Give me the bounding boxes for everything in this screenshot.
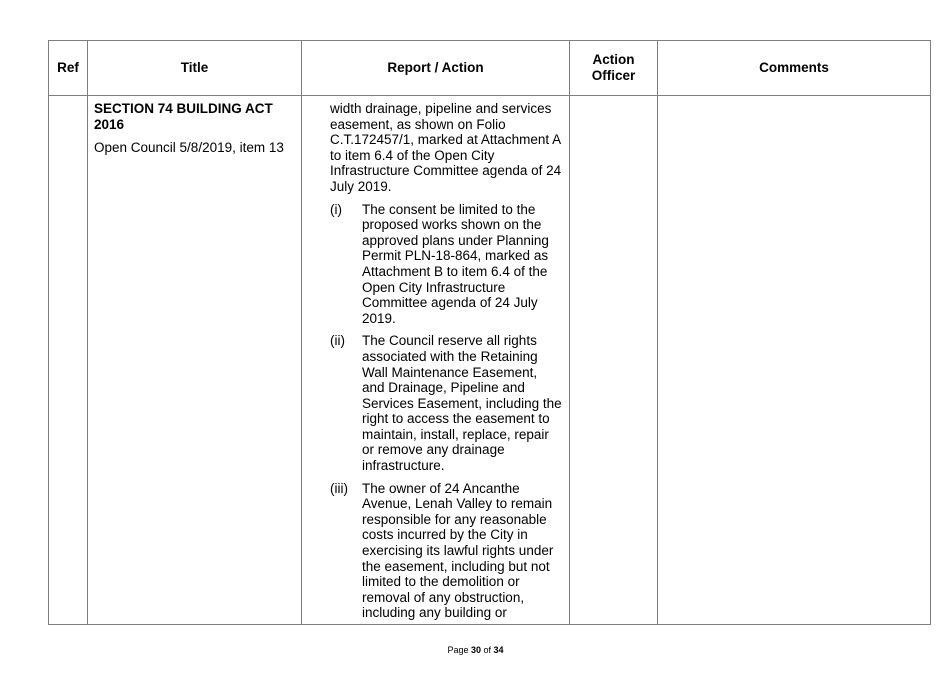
cell-title bbox=[88, 96, 302, 625]
clause-item bbox=[330, 333, 563, 473]
header-action-officer bbox=[570, 41, 658, 96]
page-total: 34 bbox=[493, 645, 504, 655]
table-header-row bbox=[49, 41, 931, 96]
clause-item bbox=[330, 202, 563, 327]
cell-comments bbox=[658, 96, 931, 625]
clause-number: (i) bbox=[330, 201, 342, 217]
page-footer bbox=[0, 645, 951, 656]
clause-item bbox=[330, 481, 563, 621]
table-row bbox=[49, 96, 931, 625]
clause-text: The Council reserve all rights associated with the Retaining Wall Maintenance Easement, and Drainage, Pipeline and Services Easement, including the right to access the easement to maintain, install, replace, repair or remove any drainage infrastructure. bbox=[362, 333, 562, 474]
meeting-reference: Open Council 5/8/2019, item 13 bbox=[94, 140, 284, 155]
cell-ref bbox=[49, 96, 88, 625]
header-report-action: Report / Action bbox=[302, 41, 570, 96]
report-intro-text: width drainage, pipeline and services easement, as shown on Folio C.T.172457/1, marked at Attachment A to item 6.4 of the Open City Infrastructure Committee agenda of 24 July 2019. bbox=[330, 101, 562, 194]
clause-number: (ii) bbox=[330, 333, 345, 349]
clause-text: The owner of 24 Ancanthe Avenue, Lenah Valley to remain responsible for any reasonable costs incurred by the City in exercising its lawful rights under the easement, including but not limited to the demolition or removal of any obstruction, including any building or bbox=[362, 480, 554, 621]
header-title: Title bbox=[88, 41, 302, 96]
clause-text: The consent be limited to the proposed works shown on the approved plans under Planning Permit PLN-18-864, marked as Attachment B to item 6.4 of the Open City Infrastructure Committee agenda of 24 July 2019. bbox=[362, 201, 549, 326]
minutes-table bbox=[48, 40, 931, 625]
page-label: Page bbox=[447, 645, 469, 655]
cell-report-action bbox=[302, 96, 570, 625]
page-of-label: of bbox=[483, 645, 492, 655]
cell-action-officer bbox=[570, 96, 658, 625]
header-comments: Comments bbox=[658, 41, 931, 96]
page-number: 30 bbox=[470, 645, 481, 655]
header-action-officer-line1: Action bbox=[592, 52, 635, 67]
header-ref: Ref bbox=[49, 41, 88, 96]
section-heading bbox=[94, 101, 295, 133]
clause-number: (iii) bbox=[330, 480, 348, 496]
section-heading-line1: SECTION 74 BUILDING ACT bbox=[94, 101, 273, 116]
section-heading-line2: 2016 bbox=[94, 117, 125, 132]
header-action-officer-line2: Officer bbox=[591, 68, 636, 83]
